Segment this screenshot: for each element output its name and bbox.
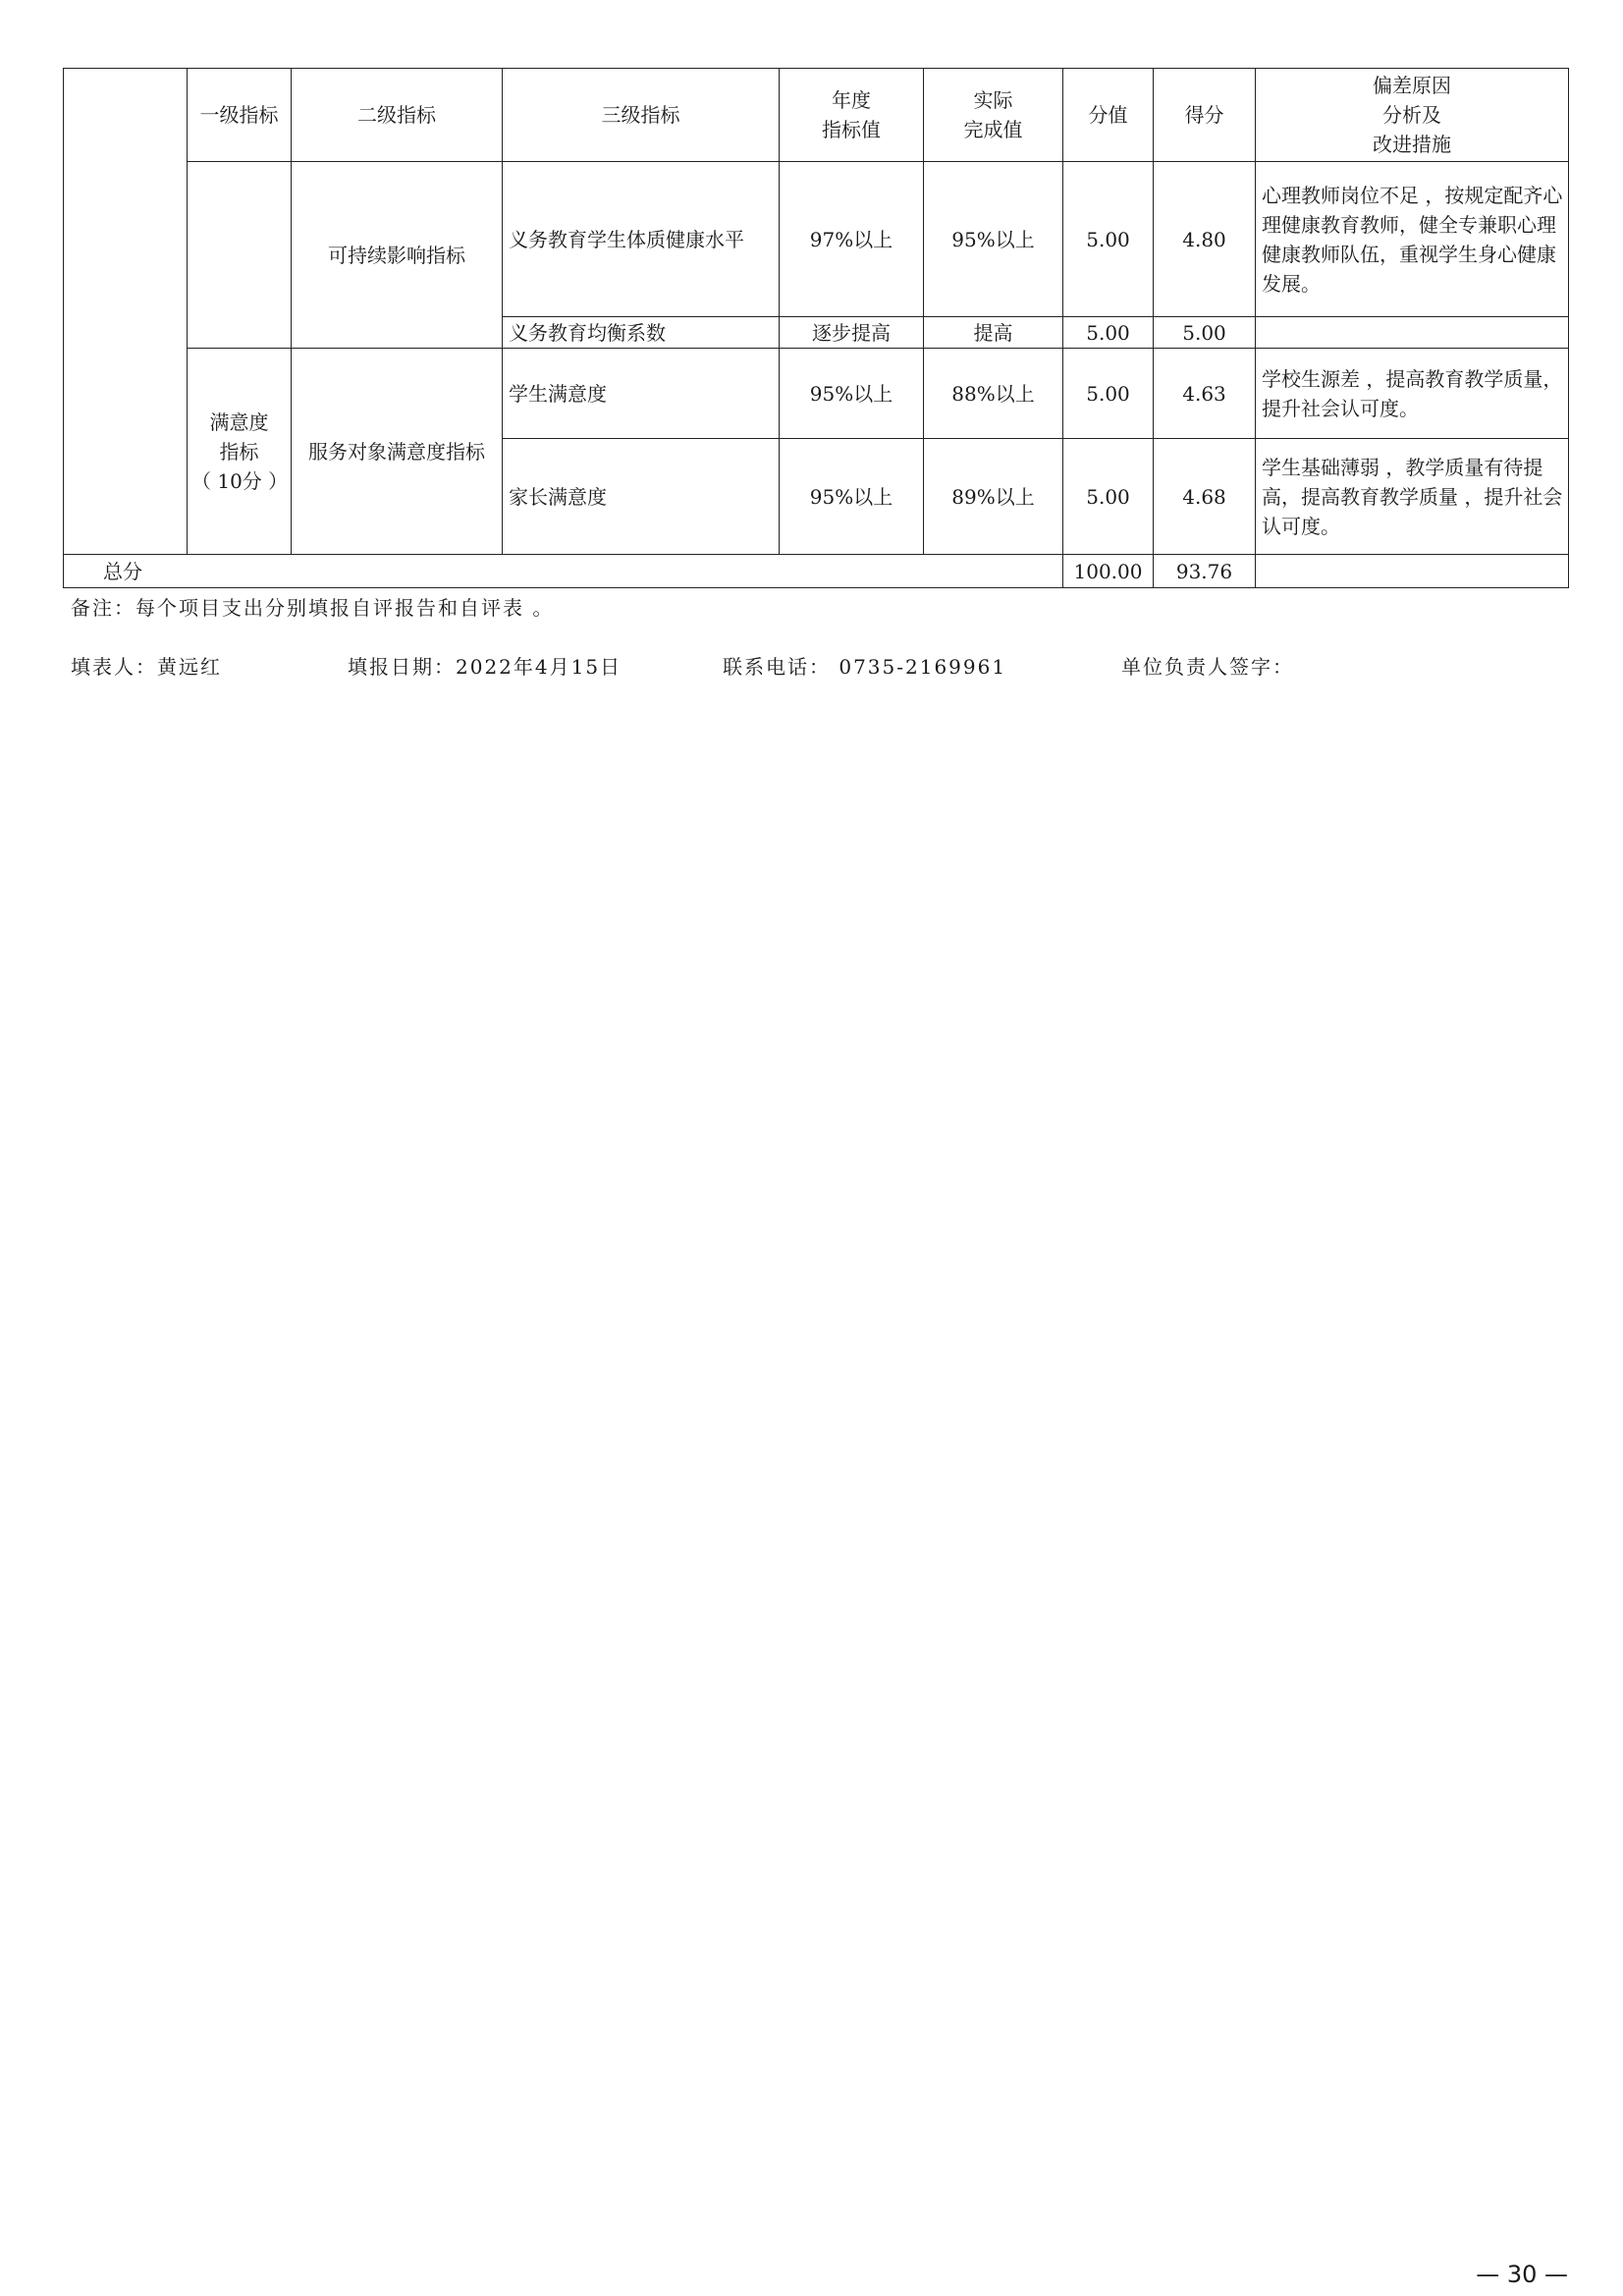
row-points: 5.00: [1063, 439, 1154, 555]
header-level2: 二级指标: [292, 69, 503, 162]
row-indicator: 义务教育学生体质健康水平: [503, 162, 780, 317]
total-points: 100.00: [1063, 555, 1154, 588]
header-score-got: 得分: [1154, 69, 1256, 162]
row-indicator: 义务教育均衡系数: [503, 317, 780, 349]
table-row: [64, 162, 1569, 317]
row-deviation-note: [1256, 317, 1569, 349]
row-score: 4.80: [1154, 162, 1256, 317]
group2-level1-line1: 满意度: [209, 410, 269, 434]
row-deviation-note: 学校生源差 ，提高教育教学质量，提升社会认可度。: [1256, 349, 1569, 439]
row-actual: 提高: [924, 317, 1063, 349]
header-deviation-line3: 改进措施: [1373, 133, 1451, 156]
contact-phone: 联系电话： 0735-2169961: [723, 655, 1007, 679]
page-number: — 30 —: [1476, 2261, 1568, 2288]
header-level3: 三级指标: [503, 69, 780, 162]
row-deviation-note: 学生基础薄弱 ，教学质量有待提高，提高教育教学质量 ，提升社会认可度。: [1256, 439, 1569, 555]
group1-level2: 可持续影响指标: [292, 162, 503, 349]
header-actual: [924, 69, 1063, 162]
row-points: 5.00: [1063, 162, 1154, 317]
row-actual: 89%以上: [924, 439, 1063, 555]
total-note: [1256, 555, 1569, 588]
row-target: 95%以上: [780, 349, 924, 439]
total-row: [64, 555, 1569, 588]
header-actual-line2: 完成值: [963, 118, 1023, 141]
header-annual-target-line2: 指标值: [822, 118, 881, 141]
group1-level1: [188, 162, 292, 349]
fill-date: 填报日期：2022年4月15日: [348, 655, 622, 679]
row-points: 5.00: [1063, 317, 1154, 349]
header-score-value: 分值: [1063, 69, 1154, 162]
header-row: [64, 69, 1569, 162]
row-points: 5.00: [1063, 349, 1154, 439]
responsible-signature: 单位负责人签字：: [1121, 655, 1294, 679]
row-actual: 88%以上: [924, 349, 1063, 439]
table-row: [64, 349, 1569, 439]
header-annual-target: [780, 69, 924, 162]
group2-level1-line3: （ 10分 ）: [191, 468, 289, 493]
blank-leftmost-cell: [64, 69, 188, 555]
header-annual-target-line1: 年度: [832, 88, 871, 112]
group2-level1-line2: 指标: [219, 439, 259, 464]
row-indicator: 家长满意度: [503, 439, 780, 555]
row-score: 5.00: [1154, 317, 1256, 349]
header-actual-line1: 实际: [973, 88, 1013, 112]
row-indicator: 学生满意度: [503, 349, 780, 439]
header-level1: 一级指标: [188, 69, 292, 162]
row-target: 97%以上: [780, 162, 924, 317]
row-score: 4.63: [1154, 349, 1256, 439]
header-deviation: [1256, 69, 1569, 162]
filler-name: 填表人：黄远红: [71, 655, 222, 679]
performance-table: [63, 68, 1569, 588]
header-deviation-line1: 偏差原因: [1373, 74, 1451, 97]
group2-level2: 服务对象满意度指标: [292, 349, 503, 555]
header-deviation-line2: 分析及: [1382, 103, 1441, 127]
row-target: 逐步提高: [780, 317, 924, 349]
row-deviation-note: 心理教师岗位不足 ，按规定配齐心理健康教育教师，健全专兼职心理健康教师队伍，重视学生身心健康发展。: [1256, 162, 1569, 317]
row-actual: 95%以上: [924, 162, 1063, 317]
row-target: 95%以上: [780, 439, 924, 555]
total-label: 总分: [64, 555, 1063, 588]
group2-level1: [188, 349, 292, 555]
remark-note: 备注：每个项目支出分别填报自评报告和自评表 。: [71, 596, 555, 620]
total-score: 93.76: [1154, 555, 1256, 588]
row-score: 4.68: [1154, 439, 1256, 555]
